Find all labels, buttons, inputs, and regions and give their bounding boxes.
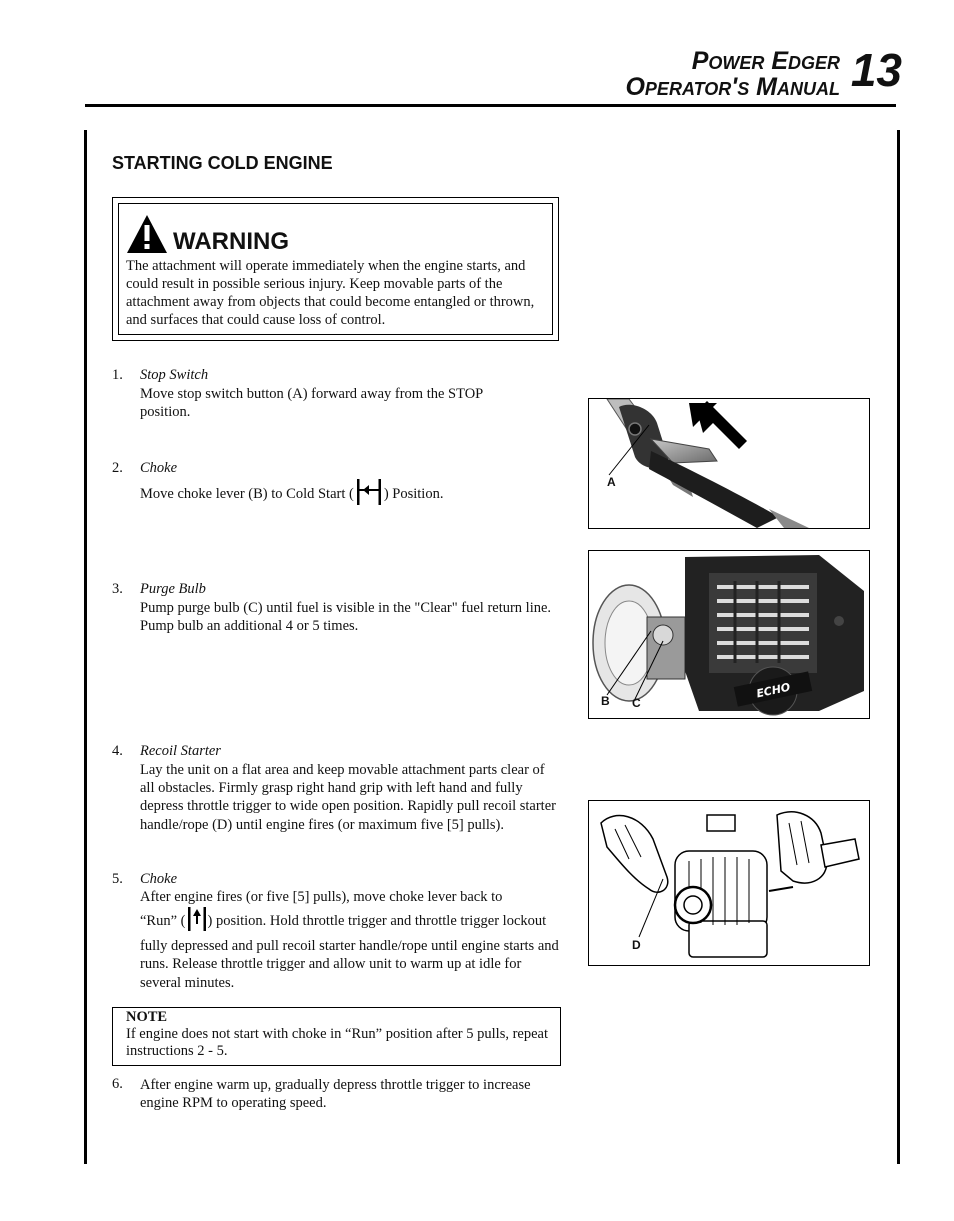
- figure-engine-choke: [588, 550, 870, 719]
- run-choke-icon: [186, 906, 208, 937]
- figure-label-c: C: [632, 696, 641, 710]
- right-margin-rule: [897, 130, 900, 1164]
- note-title: NOTE: [126, 1009, 168, 1025]
- section-title: STARTING COLD ENGINE: [112, 153, 333, 173]
- warning-triangle-icon: [126, 214, 168, 259]
- step-5-text-line1: After engine fires (or five [5] pulls), move choke lever back to: [140, 889, 503, 905]
- step-2-text-before: Move choke lever (B) to Cold Start (: [140, 485, 354, 502]
- manual-title-line1: Power Edger: [691, 47, 840, 75]
- step-6-text: After engine warm up, gradually depress throttle trigger to increase engine RPM to operating speed.: [140, 1077, 531, 1112]
- note-text: If engine does not start with choke in “Run” position after 5 pulls, repeat instructions 2 - 5.: [126, 1026, 549, 1059]
- engine-illustration: [589, 551, 869, 718]
- page-number: 13: [850, 44, 902, 96]
- warning-text: The attachment will operate immediately when the engine starts, and could result in possible serious injury. Keep movable parts of the attachment away from objects that could become entangled or thrown, and surfaces that could cause loss of control.: [126, 258, 535, 328]
- step-3-title: Purge Bulb: [140, 581, 206, 597]
- header-rule: [85, 104, 896, 107]
- step-3-number: 3.: [112, 581, 123, 597]
- step-5-text: [140, 906, 562, 992]
- figure-recoil-starter: [588, 800, 870, 966]
- step-2-text: [140, 478, 560, 511]
- step-5-number: 5.: [112, 871, 123, 887]
- step-6-number: 6.: [112, 1076, 123, 1092]
- stop-switch-illustration: [589, 399, 869, 528]
- manual-title-line2: Operator's Manual: [625, 73, 840, 101]
- step-5-run-before: “Run” (: [140, 912, 186, 929]
- manual-title: [625, 48, 840, 100]
- step-1-number: 1.: [112, 367, 123, 383]
- step-4-number: 4.: [112, 743, 123, 759]
- left-margin-rule: [84, 130, 87, 1164]
- step-5-title: Choke: [140, 871, 178, 887]
- step-1-text: Move stop switch button (A) forward away from the STOP position.: [140, 386, 483, 421]
- step-4-title: Recoil Starter: [140, 743, 221, 759]
- step-2-text-after: ) Position.: [383, 485, 444, 502]
- figure-label-b: B: [601, 694, 610, 708]
- step-5-run-after: ) position. Hold throttle trigger and throttle trigger lockout fully depressed and pull recoil starter handle/rope until engine starts and runs. Release throttle trigger and allow unit to warm up at idle for several minutes.: [140, 912, 559, 991]
- step-3-text: Pump purge bulb (C) until fuel is visible in the "Clear" fuel return line. Pump bulb an additional 4 or 5 times.: [140, 600, 552, 635]
- cold-start-choke-icon: [354, 478, 384, 511]
- figure-label-d: D: [632, 938, 641, 952]
- step-2-title: Choke: [140, 460, 178, 476]
- step-2-number: 2.: [112, 460, 123, 476]
- step-4-text: Lay the unit on a flat area and keep movable attachment parts clear of all obstacles. Firmly grasp right hand grip with left hand and fully depress throttle trigger to wide open position. Rapidly pull recoil starter handle/rope (D) until engine fires (or maximum five [5] pulls).: [140, 762, 556, 833]
- figure-stop-switch: [588, 398, 870, 529]
- echo-brand-text: ECHO: [755, 680, 792, 701]
- warning-title: WARNING: [173, 228, 289, 255]
- figure-label-a: A: [607, 475, 616, 489]
- recoil-starter-illustration: [589, 801, 869, 965]
- step-1-title: Stop Switch: [140, 367, 209, 383]
